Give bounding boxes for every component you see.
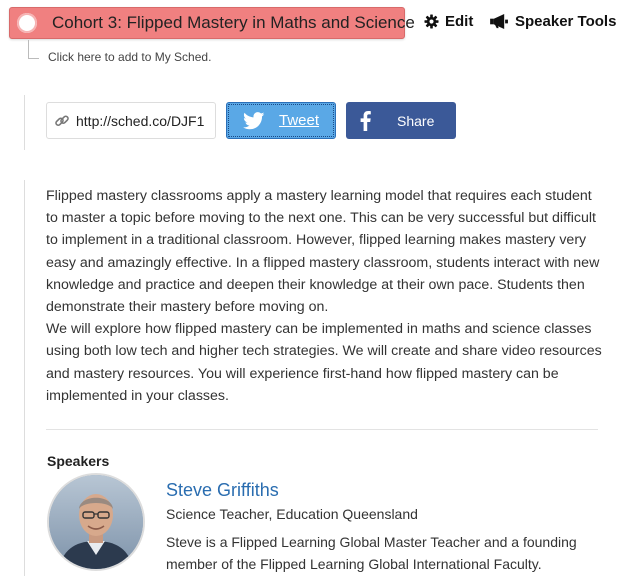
- edit-button[interactable]: [424, 13, 473, 30]
- facebook-f-icon: [360, 111, 371, 131]
- twitter-bird-icon: [243, 112, 265, 130]
- add-to-my-sched-link[interactable]: Click here to add to My Sched.: [48, 50, 212, 64]
- megaphone-icon: [490, 14, 509, 29]
- short-url-field[interactable]: [46, 102, 216, 139]
- tree-connector: [28, 40, 39, 59]
- link-icon: [54, 113, 70, 129]
- speaker-photo: [49, 475, 143, 569]
- speaker-name-link[interactable]: Steve Griffiths: [166, 480, 279, 500]
- speaker-role: Science Teacher, Education Queensland: [166, 506, 418, 522]
- description-paragraph: We will explore how flipped mastery can be implemented in maths and science classes using both low tech and higher tech strategies. We will create and share video resources and mastery resources. You will experience first-hand how flipped mastery can be implemented in your classes.: [46, 321, 602, 404]
- tweet-label: Tweet: [278, 112, 320, 129]
- session-description: [46, 185, 606, 407]
- speaker-avatar[interactable]: [47, 473, 145, 571]
- event-title: Cohort 3: Flipped Mastery in Maths and Science: [52, 13, 415, 32]
- share-label: Share: [397, 112, 435, 129]
- event-title-pill[interactable]: [9, 7, 415, 39]
- description-paragraph: Flipped mastery classrooms apply a mastery learning model that requires each student to master a topic before moving to the next one. This can be very successful but difficult to implement in a traditional classroom. However, flipped learning makes mastery very easy and amazingly effective. In a flipped mastery classroom, students interact with new knowledge and practice and deepen their knowledge at their own pace. Students then demonstrate their mastery before moving on.: [46, 188, 600, 316]
- tweet-button[interactable]: [226, 102, 336, 139]
- section-guide-line: [24, 95, 25, 150]
- speaker-tools-label: Speaker Tools: [515, 13, 617, 30]
- gear-icon: [424, 14, 439, 29]
- section-divider: [46, 429, 598, 430]
- short-url-text: http://sched.co/DJF1: [76, 112, 205, 129]
- section-guide-line: [24, 180, 25, 576]
- speaker-tools-button[interactable]: [490, 13, 616, 30]
- speakers-heading: Speakers: [47, 453, 110, 469]
- add-to-sched-circle-icon[interactable]: [17, 13, 37, 33]
- speaker-bio: Steve is a Flipped Learning Global Master Teacher and a founding member of the Flipped Learning Global International Faculty.: [166, 534, 577, 572]
- edit-label: Edit: [445, 13, 474, 30]
- facebook-share-button[interactable]: [346, 102, 456, 139]
